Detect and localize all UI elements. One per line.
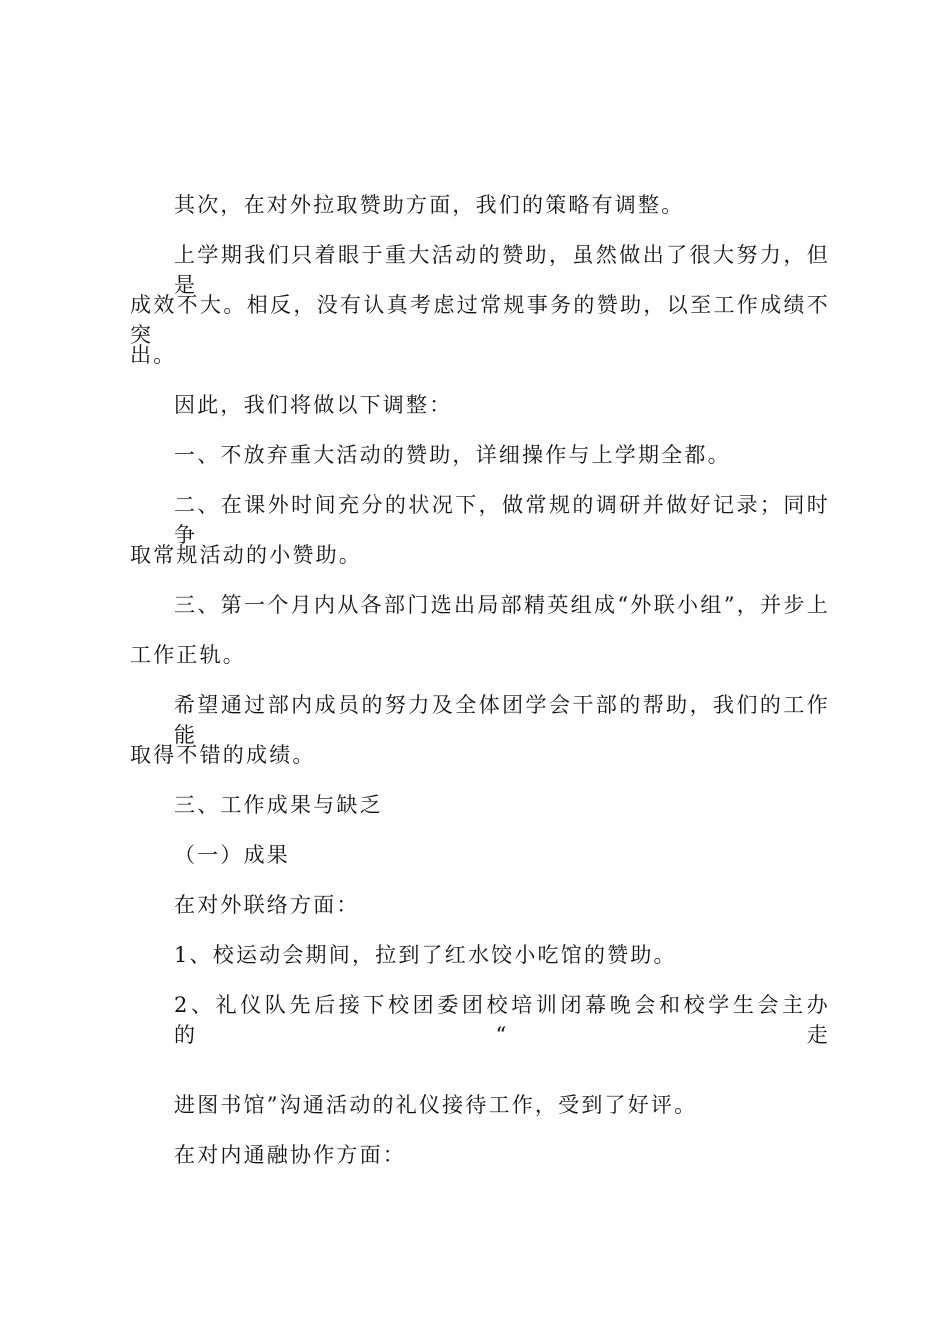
list-item-line: 二、在课外时间充分的状况下，做常规的调研并做好记录；同时争 bbox=[174, 493, 830, 547]
list-item-line: 2、礼仪队先后接下校团委团校培训闭幕晚会和校学生会主办的“走 bbox=[174, 993, 830, 1047]
list-item-line: 取常规活动的小赞助。 bbox=[130, 543, 362, 567]
subsection-heading: （一）成果 bbox=[174, 843, 290, 867]
paragraph-line: 在对内通融协作方面： bbox=[174, 1143, 406, 1167]
paragraph-line: 上学期我们只着眼于重大活动的赞助，虽然做出了很大努力，但是 bbox=[174, 243, 830, 297]
paragraph-line: 出。 bbox=[130, 343, 177, 367]
list-item-line: 1、校运动会期间，拉到了红水饺小吃馆的赞助。 bbox=[174, 943, 677, 967]
paragraph-line: 因此，我们将做以下调整： bbox=[174, 393, 453, 417]
paragraph-line: 其次，在对外拉取赞助方面，我们的策略有调整。 bbox=[174, 193, 685, 217]
paragraph-line: 成效不大。相反，没有认真考虑过常规事务的赞助，以至工作成绩不突 bbox=[130, 293, 830, 347]
section-heading: 三、工作成果与缺乏 bbox=[174, 793, 383, 817]
paragraph-line: 在对外联络方面： bbox=[174, 893, 360, 917]
paragraph-line: 希望通过部内成员的努力及全体团学会干部的帮助，我们的工作能 bbox=[174, 693, 830, 747]
list-item-line: 进图书馆”沟通活动的礼仪接待工作，受到了好评。 bbox=[174, 1093, 698, 1117]
paragraph-line: 取得不错的成绩。 bbox=[130, 743, 316, 767]
list-item-line: 一、不放弃重大活动的赞助，详细操作与上学期全都。 bbox=[174, 443, 731, 467]
list-item-line: 三、第一个月内从各部门选出局部精英组成“外联小组”，并步上 bbox=[174, 593, 830, 617]
list-item-line: 工作正轨。 bbox=[130, 643, 246, 667]
